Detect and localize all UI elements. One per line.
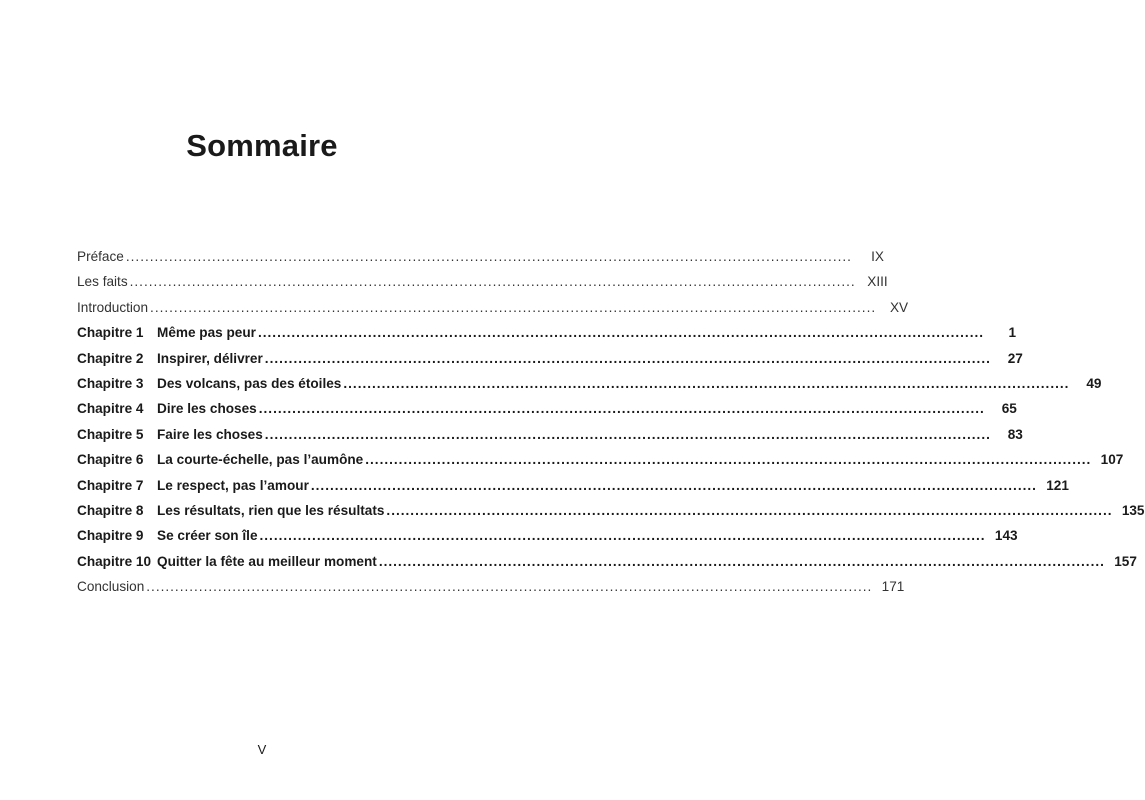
toc-entry bbox=[77, 473, 1069, 498]
toc-entry bbox=[77, 295, 909, 320]
toc-entry-title: Se créer son île bbox=[157, 528, 258, 544]
toc-page-number: 107 bbox=[1100, 452, 1124, 468]
toc-entry-title: Des volcans, pas des étoiles bbox=[157, 375, 342, 391]
toc-chapter-number: Chapitre 7 bbox=[77, 477, 144, 493]
toc-page-number: 157 bbox=[1114, 553, 1137, 569]
toc-entry-title: Même pas peur bbox=[157, 325, 256, 341]
toc-entry bbox=[77, 549, 1137, 574]
dot-leader: ........................................................................................................................................................ bbox=[258, 401, 985, 417]
toc-chapter-number: Chapitre 8 bbox=[77, 502, 144, 518]
dot-leader: ........................................................................................................................................................ bbox=[264, 426, 991, 442]
toc-entry-title: Introduction bbox=[77, 299, 149, 315]
toc-page-number: 83 bbox=[1007, 426, 1023, 442]
dot-leader: ........................................................................................................................................................ bbox=[259, 528, 986, 544]
toc-entry-title: Conclusion bbox=[77, 579, 145, 595]
toc-chapter-number: Chapitre 10 bbox=[77, 553, 152, 569]
toc-chapter-number: Chapitre 2 bbox=[77, 350, 144, 366]
dot-leader: ........................................................................................................................................................ bbox=[257, 325, 985, 341]
toc-entry-title: Inspirer, délivrer bbox=[157, 350, 263, 366]
table-of-contents bbox=[77, 244, 1145, 599]
toc-entry-title: Préface bbox=[77, 249, 124, 264]
page-number: V bbox=[257, 742, 267, 757]
toc-entry-title: Le respect, pas l’amour bbox=[157, 477, 309, 493]
toc-chapter-number: Chapitre 9 bbox=[77, 528, 144, 544]
toc-page-number: XV bbox=[889, 299, 909, 315]
dot-leader: ........................................................................................................................................................ bbox=[365, 452, 1092, 468]
toc-page-number: IX bbox=[871, 249, 884, 264]
toc-chapter-number: Chapitre 3 bbox=[77, 375, 144, 391]
toc-entry bbox=[77, 396, 1017, 421]
toc-entry bbox=[77, 574, 905, 599]
toc-entry-title: Dire les choses bbox=[157, 401, 257, 417]
dot-leader: ........................................................................................................................................................ bbox=[343, 375, 1070, 391]
toc-entry-title: Faire les choses bbox=[157, 426, 263, 442]
toc-chapter-number: Chapitre 1 bbox=[77, 325, 144, 341]
dot-leader: ........................................................................................................................................................ bbox=[125, 249, 852, 264]
dot-leader: ........................................................................................................................................................ bbox=[129, 274, 856, 290]
toc-page-number: 65 bbox=[1001, 401, 1017, 417]
dot-leader: ........................................................................................................................................................ bbox=[264, 350, 991, 366]
toc-entry bbox=[77, 498, 1145, 523]
toc-entry bbox=[77, 422, 1023, 447]
toc-entry-title: Les faits bbox=[77, 274, 128, 290]
toc-entry bbox=[77, 523, 1018, 548]
toc-entry bbox=[77, 320, 1017, 345]
dot-leader: ........................................................................................................................................................ bbox=[150, 299, 877, 315]
toc-chapter-number: Chapitre 5 bbox=[77, 426, 144, 442]
dot-leader: ........................................................................................................................................................ bbox=[378, 553, 1105, 569]
toc-entry bbox=[77, 447, 1124, 472]
toc-entry bbox=[77, 269, 888, 294]
toc-entry bbox=[77, 346, 1023, 371]
toc-page-number: 121 bbox=[1046, 477, 1069, 493]
toc-chapter-number: Chapitre 4 bbox=[77, 401, 144, 417]
toc-page-number: 27 bbox=[1007, 350, 1023, 366]
toc-page-number: 143 bbox=[994, 528, 1018, 544]
toc-entry bbox=[77, 244, 884, 269]
toc-page-number: 1 bbox=[1008, 325, 1017, 341]
toc-entry-title: Quitter la fête au meilleur moment bbox=[157, 553, 377, 569]
toc-page-number: 135 bbox=[1121, 502, 1145, 518]
toc-entry bbox=[77, 371, 1102, 396]
dot-leader: ........................................................................................................................................................ bbox=[386, 502, 1113, 518]
toc-chapter-number: Chapitre 6 bbox=[77, 452, 144, 468]
page-title: Sommaire bbox=[186, 128, 338, 163]
toc-page-number: 171 bbox=[881, 579, 905, 595]
dot-leader: ........................................................................................................................................................ bbox=[310, 477, 1037, 493]
toc-page-number: XIII bbox=[867, 274, 888, 290]
toc-page-number: 49 bbox=[1086, 375, 1102, 391]
toc-entry-title: La courte-échelle, pas l’aumône bbox=[157, 452, 364, 468]
dot-leader: ........................................................................................................................................................ bbox=[146, 579, 873, 595]
toc-entry-title: Les résultats, rien que les résultats bbox=[157, 502, 385, 518]
